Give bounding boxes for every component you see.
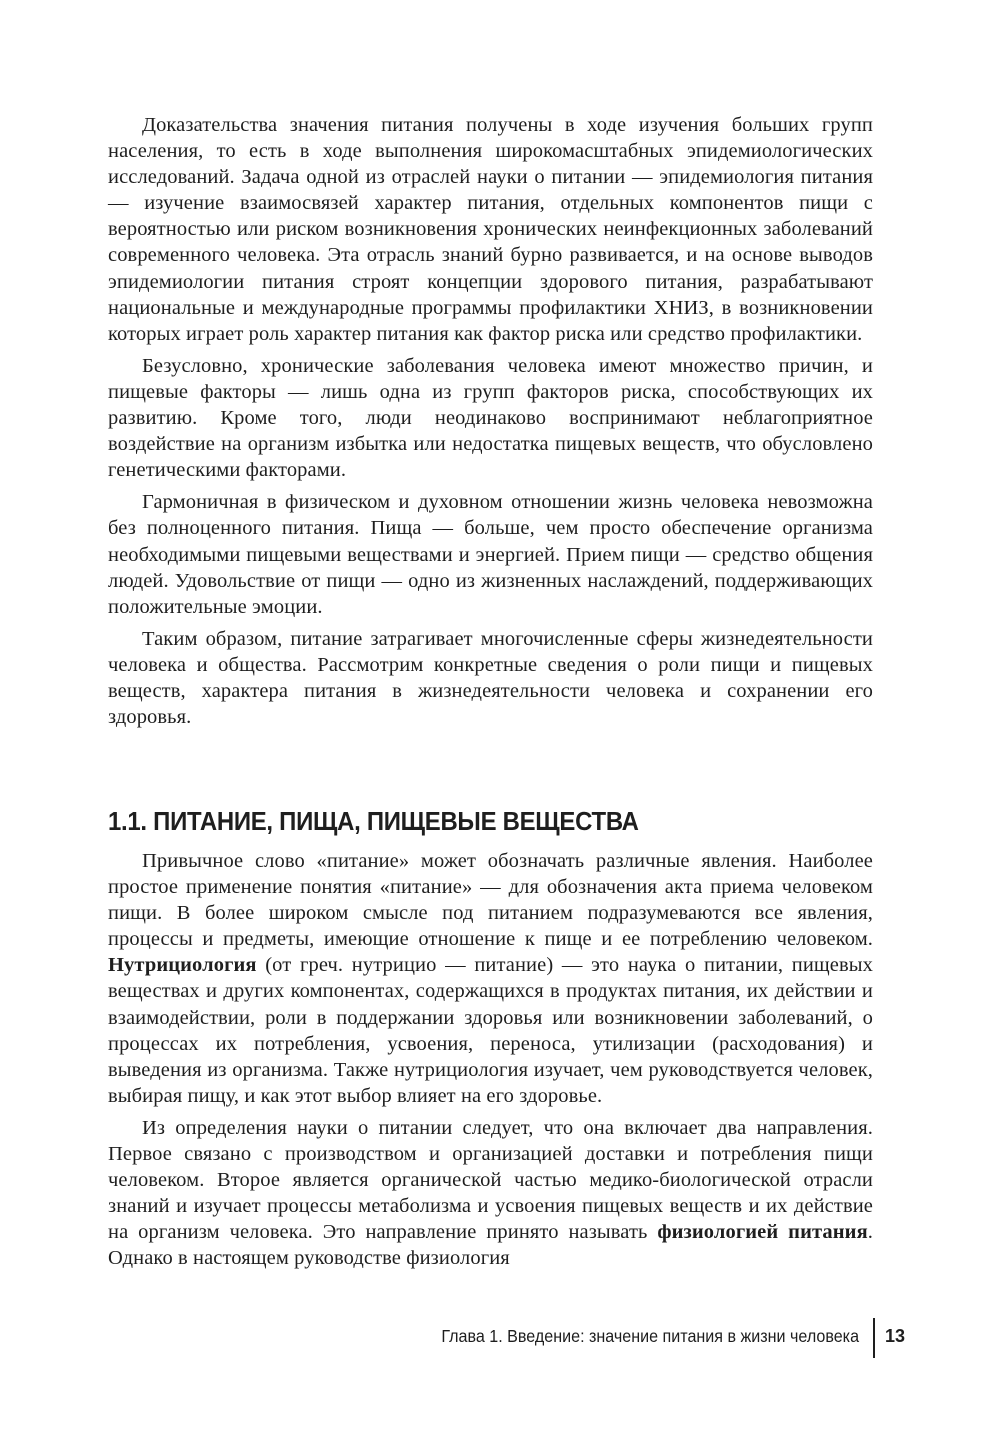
page-footer bbox=[0, 1318, 1000, 1358]
term-nutriciologiya: Нутрициология bbox=[108, 954, 257, 977]
page-number: 13 bbox=[885, 1326, 906, 1346]
running-footer-chapter-title: Глава 1. Введение: значение питания в жизни человека bbox=[441, 1326, 859, 1346]
paragraph-5-start: Привычное слово «питание» может обозначать различные явления. Наиболее простое применение понятия «питание» — для обозначения акта приема человеком пищи. В более широком смысле под питанием подразумеваются все явления, процессы и предметы, имеющие отношение к пище и ее потреблению человеком. bbox=[108, 850, 873, 951]
paragraph-3: Гармоничная в физическом и духовном отношении жизнь человека невозможна без полноценного питания. Пища — больше, чем просто обеспечение организма необходимыми пищевыми веществами и энергией. Прием пищи — средство общения людей. Удовольствие от пищи — одно из жизненных наслаждений, поддерживающих положительные эмоции. bbox=[108, 491, 873, 618]
footer-divider bbox=[873, 1318, 875, 1358]
paragraph-5 bbox=[108, 848, 873, 1109]
paragraph-6-end: . Однако в настоящем руководстве физиология bbox=[108, 1221, 873, 1270]
paragraph-5-end: (от греч. нутрицио — питание) — это наука о питании, пищевых веществах и других компонентах, содержащихся в продуктах питания, их действии и взаимодействии, роли в поддержании здоровья или возникновении заболеваний, о процессах их потребления, усвоения, переноса, утилизации (расходования) и выведения из организма. Также нутрициология изучает, чем руководствуется человек, выбирая пищу, и как этот выбор влияет на его здоровье. bbox=[108, 954, 873, 1107]
paragraph-6-start: Из определения науки о питании следует, что она включает два направления. Первое связано с производством и организацией доставки и потребления пищи человеком. Второе является органической частью медико-биологической отрасли знаний и изучает процессы метаболизма и усвоения пищевых веществ и их действие на организм человека. Это направление принято называть bbox=[108, 1116, 873, 1244]
body-text-top bbox=[108, 112, 873, 730]
term-fiziologiya-pitaniya: физиологией питания bbox=[657, 1221, 868, 1244]
paragraph-4: Таким образом, питание затрагивает многочисленные сферы жизнедеятельности человека и общества. Рассмотрим конкретные сведения о роли пищи и пищевых веществ, характера питания в жизнедеятельности человека и сохранении его здоровья. bbox=[108, 627, 873, 729]
body-text-bottom bbox=[108, 848, 873, 1272]
paragraph-2: Безусловно, хронические заболевания человека имеют множество причин, и пищевые факторы — лишь одна из групп факторов риска, способствующих их развитию. Кроме того, люди неодинаково воспринимают неблагоприятное воздействие на организм избытка или недостатка пищевых веществ, что обусловлено генетическими факторами. bbox=[108, 354, 873, 482]
paragraph-6 bbox=[108, 1115, 873, 1272]
paragraph-1: Доказательства значения питания получены в ходе изучения больших групп населения, то есть в ходе выполнения широкомасштабных эпидемиологических исследований. Задача одной из отраслей науки о питании — эпидемиология питания — изучение взаимосвязей характер питания, отдельных компонентов пищи с вероятностью или риском возникновения хронических неинфекционных заболеваний современного человека. Эта отрасль знаний бурно развивается, и на основе выводов эпидемиологии питания строят концепции здорового питания, разрабатывают национальные и международные программы профилактики ХНИЗ, в возникновении которых играет роль характер питания как фактор риска или средство профилактики. bbox=[108, 114, 873, 345]
section-heading: 1.1. ПИТАНИЕ, ПИЩА, ПИЩЕВЫЕ ВЕЩЕСТВА bbox=[108, 806, 639, 836]
